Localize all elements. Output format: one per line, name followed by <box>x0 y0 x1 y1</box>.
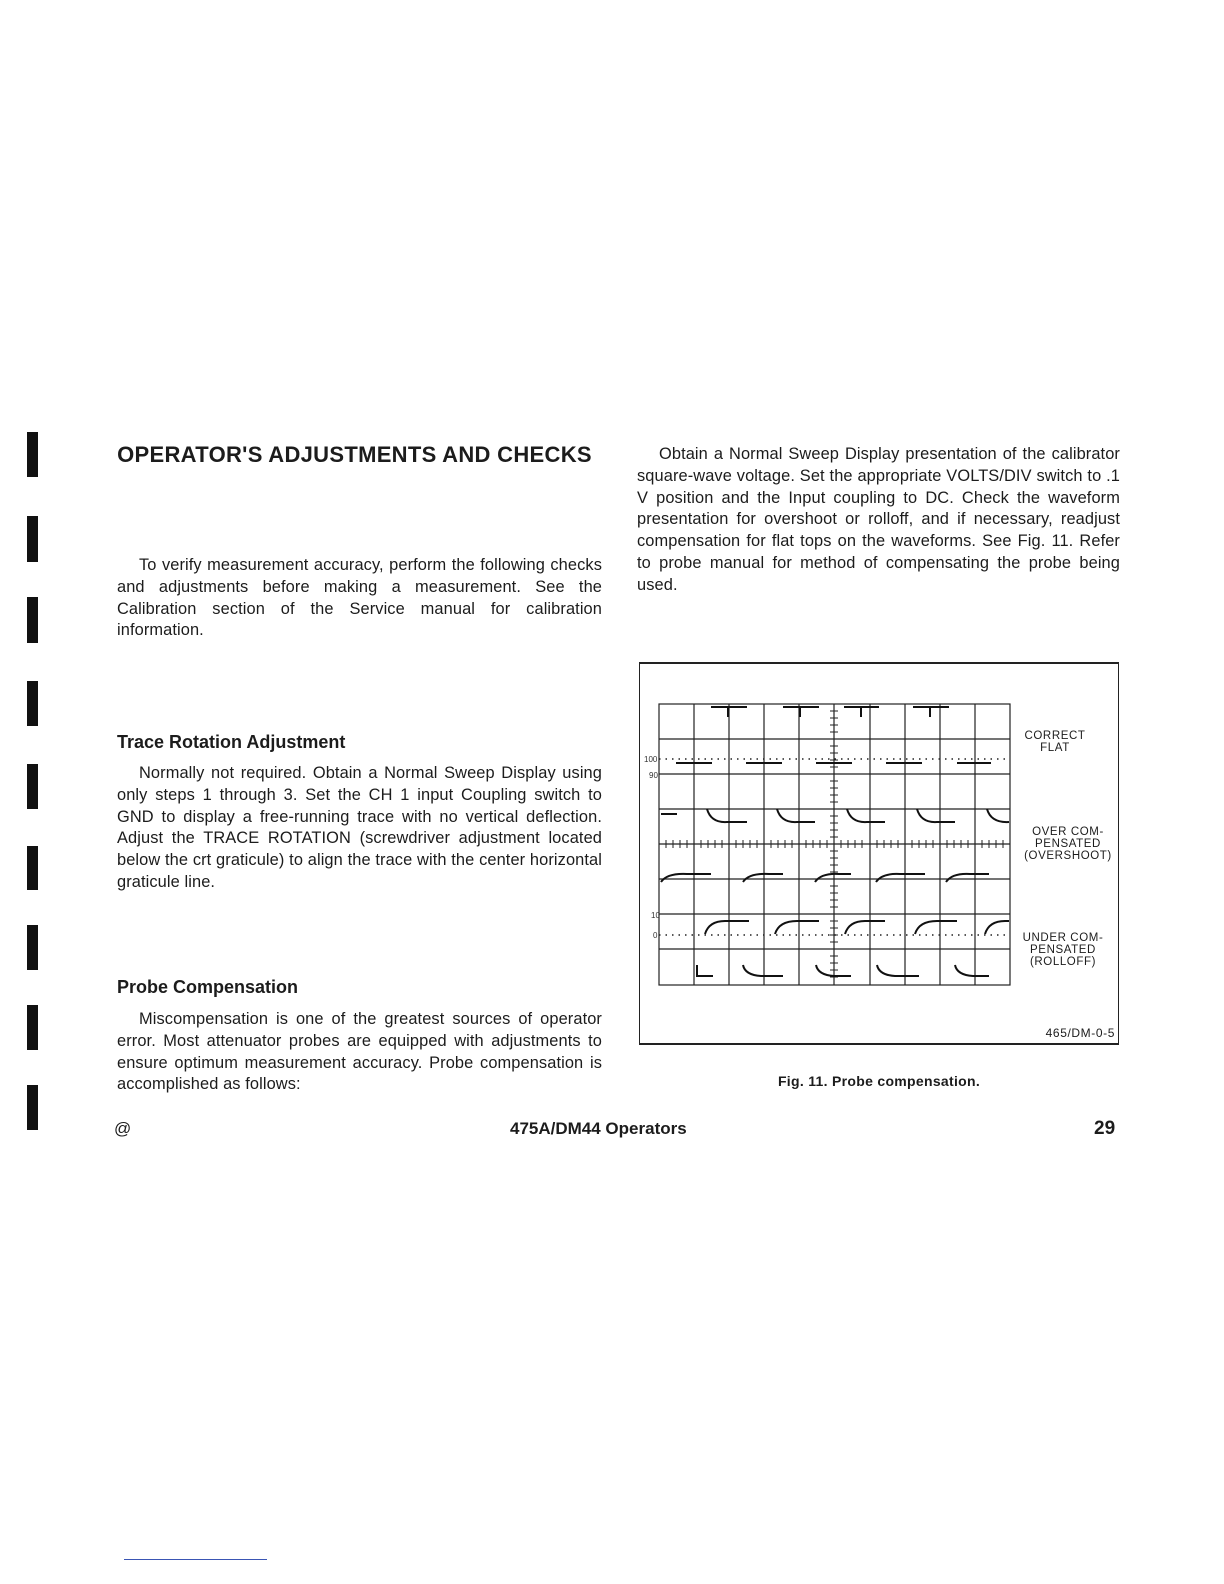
margin-tab-mark <box>27 597 38 643</box>
intro-paragraph: To verify measurement accuracy, perform the following checks and adjustments before making a measurement. See the Calibration section of the Service manual for calibration information. <box>117 556 602 640</box>
scale-label-100: 100 <box>644 755 658 764</box>
figure-caption: Fig. 11. Probe compensation. <box>777 1073 981 1089</box>
trace-rotation-body: Normally not required. Obtain a Normal Sweep Display using only steps 1 through 3. Set the CH 1 input Coupling switch to GND to display a free-running trace with no vertical deflection. Adjust the TRACE ROTATION (screwdriver adjustment located below the crt graticule) to align the trace with the center horizontal graticule line. <box>117 764 602 891</box>
probe-compensation-heading: Probe Compensation <box>117 977 299 997</box>
page-title: OPERATOR'S ADJUSTMENTS AND CHECKS <box>117 442 592 467</box>
footer-symbol: @ <box>114 1119 132 1138</box>
bottom-rule <box>124 1559 267 1560</box>
scale-label-90: 90 <box>649 771 658 780</box>
margin-tab-mark <box>27 846 38 890</box>
scale-label-10: 10 <box>651 911 660 920</box>
page-number: 29 <box>1094 1118 1116 1139</box>
label-rolloff: UNDER COM- PENSATED (ROLLOFF) <box>1022 932 1104 968</box>
margin-tab-mark <box>27 1005 38 1050</box>
margin-tab-mark <box>27 516 38 562</box>
probe-compensation-body: Miscompensation is one of the greatest sources of operator error. Most attenuator probes are equipped with adjustments to ensure optimum measurement accuracy. Probe compensation is accomplished as follows: <box>117 1010 602 1094</box>
figure-id: 465/DM-0-5 <box>1045 1026 1115 1040</box>
margin-tab-mark <box>27 925 38 970</box>
calibrator-instructions: Obtain a Normal Sweep Display presentation of the calibrator square-wave voltage. Set the appropriate VOLTS/DIV switch to .1 V position and the Input coupling to DC. Check the waveform presentation for overshoot or rolloff, and if necessary, readjust compensation for flat tops on the waveforms. See Fig. 11. Refer to probe manual for method of compensating the probe being used. <box>637 445 1120 594</box>
trace-rotation-heading: Trace Rotation Adjustment <box>117 732 346 752</box>
margin-tab-mark <box>27 764 38 809</box>
margin-tab-mark <box>27 1085 38 1130</box>
scale-label-0: 0 <box>653 931 658 940</box>
footer-manual-title: 475A/DM44 Operators <box>510 1119 687 1138</box>
margin-tab-mark <box>27 681 38 726</box>
label-overshoot: OVER COM- PENSATED (OVERSHOOT) <box>1024 826 1112 862</box>
margin-tab-mark <box>27 432 38 477</box>
label-correct-flat: CORRECT FLAT <box>1024 730 1086 754</box>
waveform-overshoot <box>661 809 1009 882</box>
